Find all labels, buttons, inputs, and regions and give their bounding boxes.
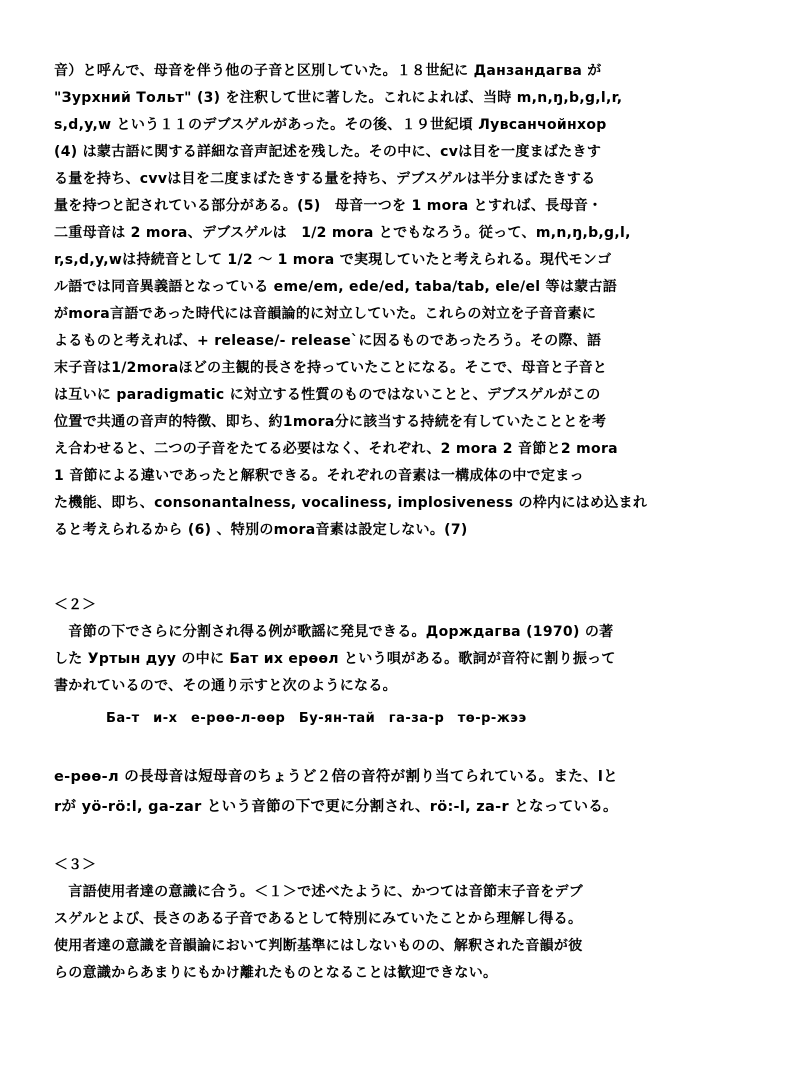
text-line: (4) は蒙古語に関する詳細な音声記述を残した。その中に、cvは目を一度まばたきす xyxy=(54,144,602,160)
text-line: ると考えられるから (6) 、特別のmora音素は設定しない。(7) xyxy=(54,522,468,538)
paragraph-1 xyxy=(54,58,754,544)
text-line: 位置で共通の音声的特徴、即ち、約1mora分に該当する持続を有していたこととを考 xyxy=(54,414,607,430)
text-line: 書かれているので、その通り示すと次のようになる。 xyxy=(54,678,397,694)
text-line: る量を持ち、cvvは目を二度まばたきする量を持ち、デブスゲルは半分まばたきする xyxy=(54,171,596,187)
text-line: がmora言語であった時代には音韻論的に対立していた。これらの対立を子音音素に xyxy=(54,306,597,322)
text-line: 使用者達の意識を音韻論において判断基準にはしないものの、解釈された音韻が彼 xyxy=(54,938,583,954)
text-line: え合わせると、二つの子音をたてる必要はなく、それぞれ、2 mora 2 音節と2 mora xyxy=(54,441,618,457)
text-line: е-рөө-л の長母音は短母音のちょうど２倍の音符が割り当てられている。また、lと xyxy=(54,769,618,785)
text-line: r,s,d,y,wは持続音として 1/2 ～ 1 mora で実現していたと考えられる。現代モンゴ xyxy=(54,252,612,268)
text-line: 音節の下でさらに分割され得る例が歌謡に発見できる。Дорждагва (1970) の著 xyxy=(54,624,614,640)
text-line: た機能、即ち、consonantalness, vocaliness, implosiveness の枠内にはめ込まれ xyxy=(54,495,648,511)
text-line: 音）と呼んで、母音を伴う他の子音と区別していた。１８世紀に Данзандагва が xyxy=(54,63,602,79)
text-line: した Уртын дуу の中に Бат их ерөөл という唄がある。歌詞が音符に割り振って xyxy=(54,651,616,667)
section-3 xyxy=(54,852,754,987)
text-line: は互いに paradigmatic に対立する性質のものではないことと、デブスゲルがこの xyxy=(54,387,601,403)
text-line: よるものと考えれば、+ release/- release`に因るものであったろう。その際、語 xyxy=(54,333,602,349)
text-line: 言語使用者達の意識に合う。＜１＞で述べたように、かつては音節末子音をデブ xyxy=(54,884,584,900)
section-heading: ＜３＞ xyxy=(54,857,96,873)
text-line: 量を持つと記されている部分がある。(5) 母音一つを 1 mora とすれば、長母音・ xyxy=(54,198,603,214)
text-line: s,d,y,w という１１のデブスゲルがあった。その後、１９世紀頃 Лувсанчойнхор xyxy=(54,117,607,133)
song-lyrics-line: Ба-т и-х е-рөө-л-өөр Бу-ян-тай га-за-р тө-р-жээ xyxy=(106,711,527,726)
text-line: ル語では同音異義語となっている eme/em, ede/ed, taba/tab, ele/el 等は蒙古語 xyxy=(54,279,618,295)
text-line: スゲルとよび、長さのある子音であるとして特別にみていたことから理解し得る。 xyxy=(54,911,583,927)
text-line: rが yö-rö:l, ga-zar という音節の下で更に分割され、rö:-l, za-r となっている。 xyxy=(54,799,618,815)
text-line: 二重母音は 2 mora、デブスゲルは 1/2 mora とでもなろう。従って、m,n,ŋ,b,g,l, xyxy=(54,225,631,241)
text-line: 末子音は1/2moraほどの主観的長さを持っていたことになる。そこで、母音と子音と xyxy=(54,360,608,376)
text-line: 1 音節による違いであったと解釈できる。それぞれの音素は一構成体の中で定まっ xyxy=(54,468,584,484)
section-2-continued xyxy=(54,762,754,822)
text-line: "Зурхний Тольт" (3) を注釈して世に著した。これによれば、当時 m,n,ŋ,b,g,l,r, xyxy=(54,90,623,106)
section-2 xyxy=(54,592,754,700)
text-line: らの意識からあまりにもかけ離れたものとなることは歓迎できない。 xyxy=(54,965,498,981)
section-heading: ＜２＞ xyxy=(54,597,96,613)
